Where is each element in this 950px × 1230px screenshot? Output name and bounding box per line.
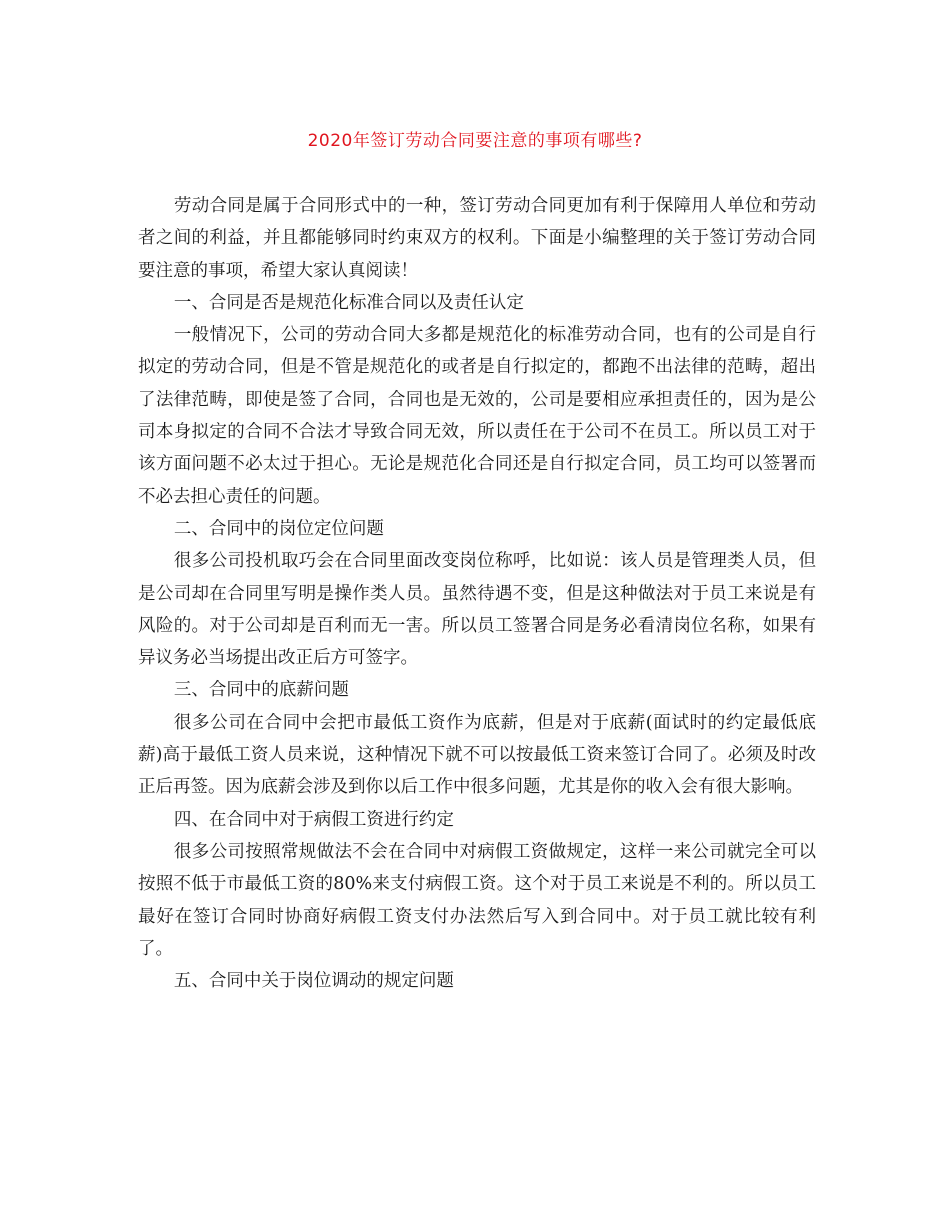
document-title: 2020年签订劳动合同要注意的事项有哪些? xyxy=(307,131,643,151)
section-heading-5: 五、合同中关于岗位调动的规定问题 xyxy=(173,971,454,992)
document-body xyxy=(138,190,816,997)
section-paragraph-3: 很多公司在合同中会把市最低工资作为底薪，但是对于底薪(面试时的约定最低底薪)高于最低工资人员来说，这种情况下就不可以按最低工资来签订合同了。必须及时改正后再签。因为底薪会涉及到你以后工作中很多问题，尤其是你的收入会有很大影响。 xyxy=(138,712,816,798)
section-heading-3: 三、合同中的底薪问题 xyxy=(173,680,349,701)
section-paragraph-4: 很多公司按照常规做法不会在合同中对病假工资做规定，这样一来公司就完全可以按照不低于市最低工资的80%来支付病假工资。这个对于员工来说是不利的。所以员工最好在签订合同时协商好病假工资支付办法然后写入到合同中。对于员工就比较有利了。 xyxy=(138,841,816,959)
section-heading-1: 一、合同是否是规范化标准合同以及责任认定 xyxy=(173,292,524,313)
intro-paragraph: 劳动合同是属于合同形式中的一种，签订劳动合同更加有利于保障用人单位和劳动者之间的利益，并且都能够同时约束双方的权利。下面是小编整理的关于签订劳动合同要注意的事项，希望大家认真阅读！ xyxy=(138,196,816,281)
section-heading-4: 四、在合同中对于病假工资进行约定 xyxy=(173,809,454,830)
section-heading-2: 二、合同中的岗位定位问题 xyxy=(173,518,384,539)
section-paragraph-2: 很多公司投机取巧会在合同里面改变岗位称呼，比如说：该人员是管理类人员，但是公司却在合同里写明是操作类人员。虽然待遇不变，但是这种做法对于员工来说是有风险的。对于公司却是百利而无一害。所以员工签署合同是务必看清岗位名称，如果有异议务必当场提出改正后方可签字。 xyxy=(138,551,816,669)
section-paragraph-1: 一般情况下，公司的劳动合同大多都是规范化的标准劳动合同，也有的公司是自行拟定的劳动合同，但是不管是规范化的或者是自行拟定的，都跑不出法律的范畴，超出了法律范畴，即使是签了合同，合同也是无效的，公司是要相应承担责任的，因为是公司本身拟定的合同不合法才导致合同无效，所以责任在于公司不在员工。所以员工对于该方面问题不必太过于担心。无论是规范化合同还是自行拟定合同，员工均可以签署而不必去担心责任的问题。 xyxy=(138,325,816,507)
